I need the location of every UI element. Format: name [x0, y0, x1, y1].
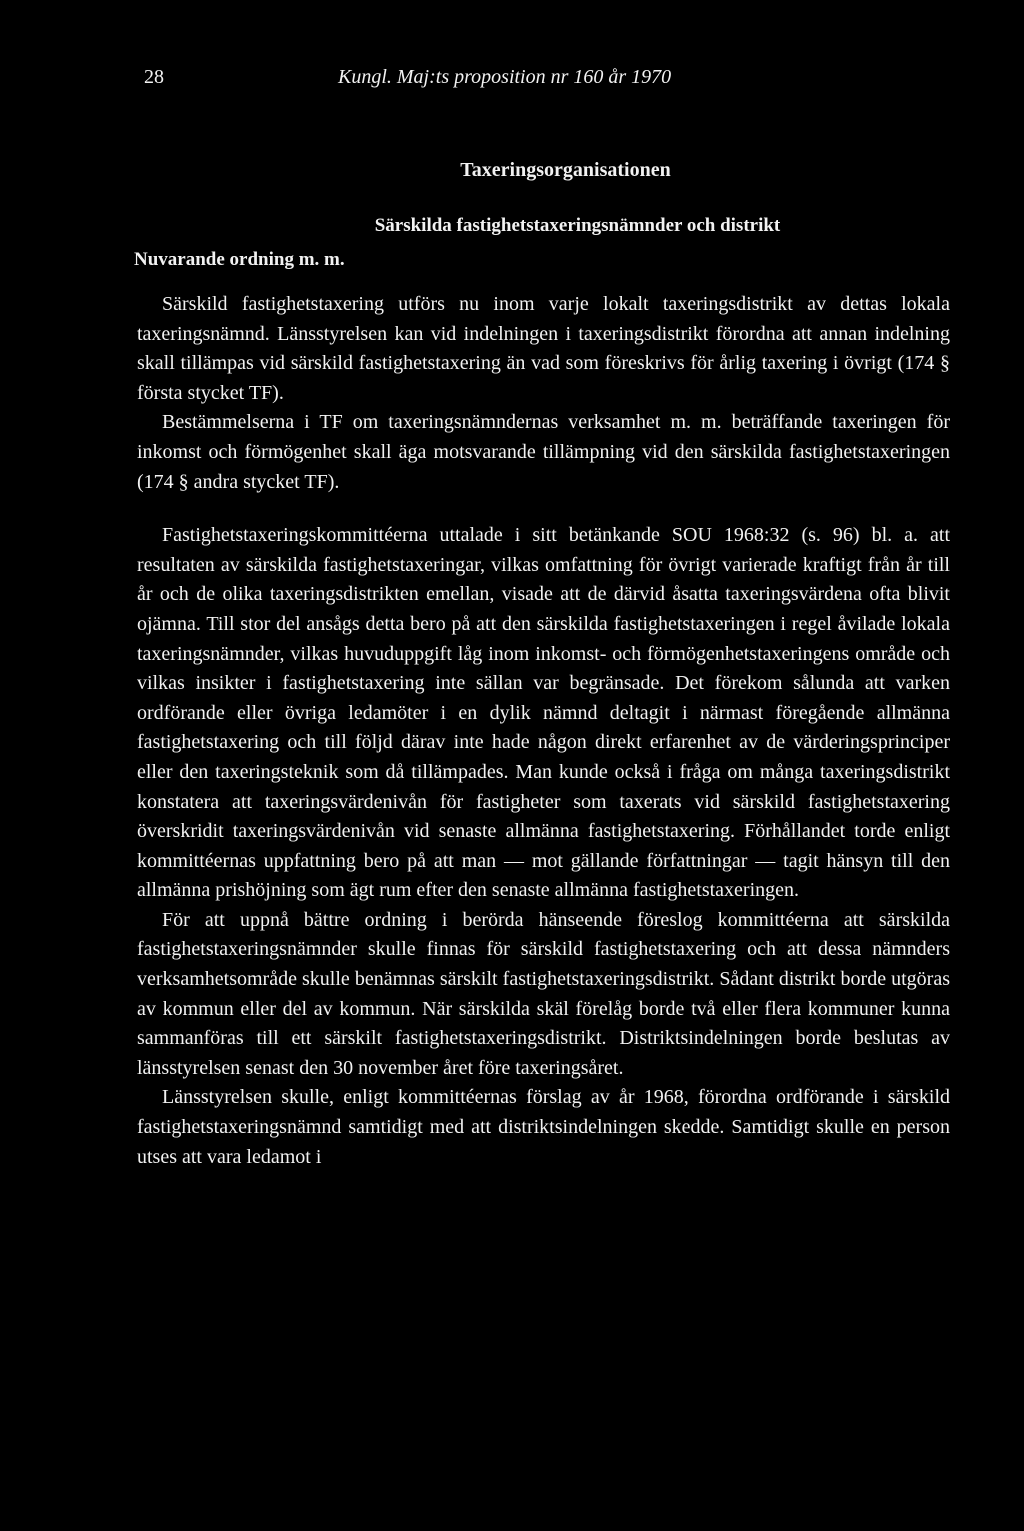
subsection-title: Särskilda fastighetstaxeringsnämnder och distrikt	[374, 215, 781, 236]
paragraph: För att uppnå bättre ordning i berörda hänseende föreslog kommittéerna att särskilda fastighetstaxeringsnämnder skulle finnas för särskild fastighetstaxering och att dessa nämnders verksamhetsområde skulle benämnas särskilt fastighetstaxeringsdistrikt. Sådant distrikt borde utgöras av kommun eller del av kommun. När särskilda skäl förelåg borde två eller flera kommuner kunna sammanföras till ett särskilt fastighetstaxeringsdistrikt. Distriktsindelningen borde beslutas av länsstyrelsen senast den 30 november året före taxeringsåret.	[137, 908, 950, 1079]
marginal-heading: Nuvarande ordning m. m.	[134, 249, 345, 270]
paragraph: Länsstyrelsen skulle, enligt kommittéernas förslag av år 1968, förordna ordförande i särskild fastighetstaxeringsnämnd samtidigt med att distriktsindelningen skedde. Samtidigt skulle en person utses att vara ledamot i	[137, 1086, 950, 1168]
section-title: Taxeringsorganisationen	[460, 159, 671, 181]
page-number: 28	[144, 66, 164, 88]
paragraph: Särskild fastighetstaxering utförs nu inom varje lokalt taxeringsdistrikt av dettas lokala taxeringsnämnd. Länsstyrelsen kan vid indelningen i taxeringsdistrikt förordna att annan indelning skall tillämpas vid särskild fastighetstaxering än vad som föreskrivs för årlig taxering i övrigt (174 § första stycket TF).	[137, 293, 950, 404]
paragraph: Fastighetstaxeringskommittéerna uttalade i sitt betänkande SOU 1968:32 (s. 96) bl. a. att resultaten av särskilda fastighetstaxeringar, vilkas omfattning för övrigt varierade kraftigt från år till år och de olika taxeringsdistrikten emellan, visade att de därvid åsatta taxeringsvärdena ofta blivit ojämna. Till stor del ansågs detta bero på att den särskilda fastighetstaxeringen i regel åvilade lokala taxeringsnämnder, vilkas huvuduppgift låg inom inkomst- och förmögenhetstaxeringens område och vilkas insikter i fastighetstaxering inte sällan var begränsade. Det förekom sålunda att varken ordförande eller övriga ledamöter i en dylik nämnd deltagit i närmast föregående allmänna fastighetstaxering och till följd därav inte hade någon direkt erfarenhet av de värderingsprinciper eller den taxeringsteknik som då tillämpades. Man kunde också i fråga om många taxeringsdistrikt konstatera att taxeringsvärdenivån för fastigheter som taxerats vid särskild fastighetstaxering överskridit taxeringsvärdenivån vid senaste allmänna fastighetstaxering. Förhållandet torde enligt kommittéernas uppfattning bero på att man — mot gällande författningar — tagit hänsyn till den allmänna prishöjning som ägt rum efter den senaste allmänna fastighetstaxeringen.	[137, 524, 950, 902]
paragraph: Bestämmelserna i TF om taxeringsnämndernas verksamhet m. m. beträffande taxeringen för inkomst och förmögenhet skall äga motsvarande tillämpning vid den särskilda fastighetstaxeringen (174 § andra stycket TF).	[137, 411, 950, 493]
publication-title: Kungl. Maj:ts proposition nr 160 år 1970	[338, 66, 672, 88]
document-page	[134, 62, 950, 1172]
running-head	[137, 62, 950, 98]
